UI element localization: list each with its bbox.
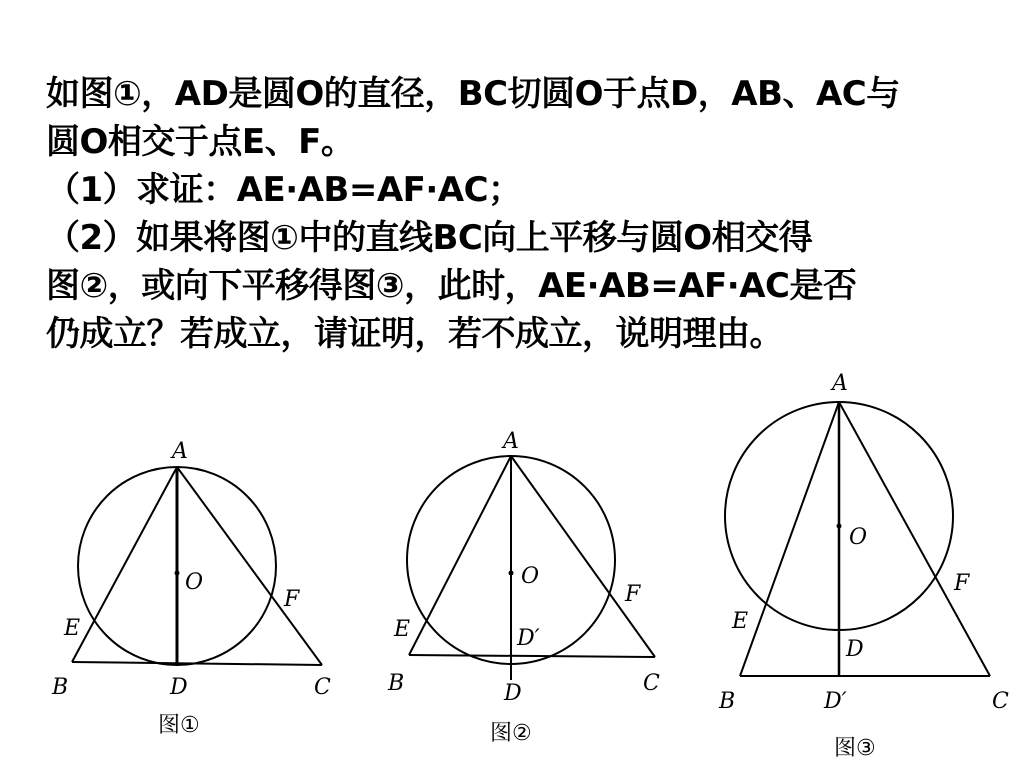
figure-3-label-C: C (992, 689, 1009, 714)
figure-2-label-D: D (504, 681, 522, 706)
figure-2-line-AB (409, 456, 511, 655)
figure-2-label-C: C (643, 671, 660, 696)
figure-1-label-E: E (64, 616, 81, 641)
figure-3-caption: 图③ (834, 736, 876, 761)
figure-1-label-F: F (284, 587, 300, 612)
figure-3-center-point (837, 524, 842, 529)
figure-3-label-B: B (719, 689, 736, 714)
figure-3-label-E: E (732, 609, 749, 634)
figure-1-center-point (175, 571, 180, 576)
figure-1-label-B: B (52, 675, 69, 700)
figure-3-label-O: O (849, 525, 868, 550)
figure-3-label-D-prime: D′ (824, 689, 847, 714)
figure-2-label-B: B (388, 671, 405, 696)
figure-2-label-A: A (503, 429, 519, 454)
figure-2-line-BC (409, 655, 655, 657)
figure-2-label-D-prime: D′ (517, 626, 540, 651)
problem-line-4: （2）如果将图①中的直线BC向上平移与圆O相交得 (46, 218, 813, 258)
figure-2-label-E: E (394, 617, 411, 642)
figure-2-label-F: F (625, 582, 641, 607)
problem-line-1: 如图①，AD是圆O的直径，BC切圆O于点D，AB、AC与 (46, 74, 900, 114)
figure-1-caption: 图① (158, 713, 200, 738)
figure-3-label-A: A (832, 371, 848, 396)
figure-2-center-point (509, 571, 514, 576)
figure-1 (72, 467, 322, 665)
problem-line-5: 图②，或向下平移得图③，此时，AE·AB=AF·AC是否 (46, 266, 857, 306)
figure-1-label-A: A (172, 439, 188, 464)
figure-1-line-AB (72, 467, 177, 662)
figure-1-label-C: C (314, 675, 331, 700)
figure-3-label-D: D (846, 637, 864, 662)
figure-3-label-F: F (954, 571, 970, 596)
problem-line-2: 圆O相交于点E、F。 (46, 122, 355, 162)
figure-2-caption: 图② (490, 721, 532, 746)
figure-3-line-AB (740, 402, 839, 676)
figure-2-label-O: O (521, 564, 540, 589)
problem-line-6: 仍成立？若成立，请证明，若不成立，说明理由。 (46, 314, 783, 354)
problem-line-3: （1）求证：AE·AB=AF·AC； (46, 170, 522, 210)
figure-1-label-D: D (170, 675, 188, 700)
figure-1-label-O: O (185, 570, 204, 595)
figure-1-line-AC (177, 467, 322, 665)
